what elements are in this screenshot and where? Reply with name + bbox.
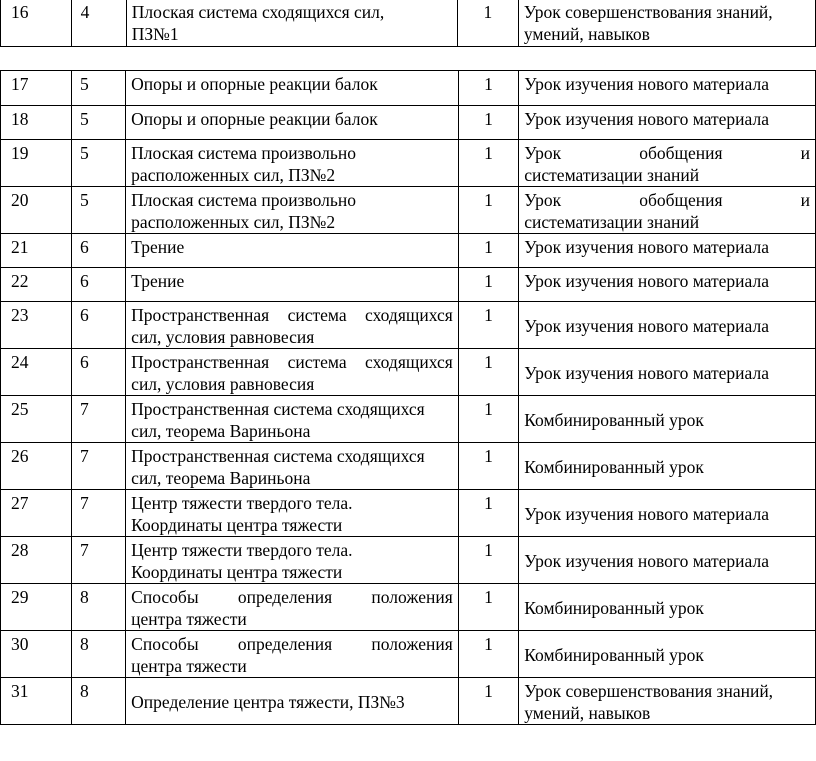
- lesson-type: [519, 443, 816, 490]
- lesson-table-main: [0, 70, 816, 725]
- topic-line: Плоская система сходящихся сил,: [131, 2, 385, 22]
- type-line: Урок изучения нового материала: [524, 271, 769, 291]
- lesson-topic: [126, 349, 459, 396]
- week-number: 5: [71, 140, 126, 187]
- week-number: 6: [71, 302, 126, 349]
- lesson-hours: 1: [458, 631, 518, 678]
- lesson-number: 21: [1, 234, 72, 268]
- table-row: [1, 106, 816, 140]
- week-number: 6: [71, 268, 126, 302]
- week-number: 6: [71, 349, 126, 396]
- topic-line: Опоры и опорные реакции балок: [131, 109, 378, 129]
- table-row: [1, 268, 816, 302]
- lesson-hours: 1: [457, 0, 518, 47]
- topic-line: Опоры и опорные реакции балок: [131, 74, 378, 94]
- lesson-topic: [126, 106, 459, 140]
- week-number: 7: [71, 537, 126, 584]
- type-line: Комбинированный урок: [524, 410, 704, 430]
- lesson-number: 27: [1, 490, 72, 537]
- lesson-type: [519, 631, 816, 678]
- lesson-hours: 1: [458, 187, 518, 234]
- topic-line: ПЗ№1: [131, 24, 179, 44]
- lesson-type: [519, 490, 816, 537]
- lesson-hours: 1: [458, 490, 518, 537]
- lesson-topic: [126, 537, 459, 584]
- lesson-topic: [126, 631, 459, 678]
- topic-line: Центр тяжести твердого тела.: [131, 540, 353, 560]
- type-line: Комбинированный урок: [524, 457, 704, 477]
- lesson-type: [519, 678, 816, 725]
- topic-line: Трение: [131, 271, 185, 291]
- lesson-hours: 1: [458, 302, 518, 349]
- table-row: [1, 0, 816, 47]
- lesson-type: [519, 302, 816, 349]
- topic-line: Плоская система произвольно: [131, 190, 356, 210]
- topic-line: сил, теорема Вариньона: [131, 421, 311, 441]
- table-row: [1, 349, 816, 396]
- lesson-hours: 1: [458, 537, 518, 584]
- topic-line: Плоская система произвольно: [131, 143, 356, 163]
- lesson-topic: [126, 678, 459, 725]
- type-line: Комбинированный урок: [524, 598, 704, 618]
- lesson-number: 30: [1, 631, 72, 678]
- lesson-type: [519, 396, 816, 443]
- lesson-hours: 1: [458, 234, 518, 268]
- table-row: [1, 396, 816, 443]
- lesson-number: 31: [1, 678, 72, 725]
- lesson-type: [519, 584, 816, 631]
- topic-line: Центр тяжести твердого тела.: [131, 493, 353, 513]
- lesson-topic: [126, 71, 459, 106]
- week-number: 8: [71, 631, 126, 678]
- type-line: систематизации знаний: [524, 212, 700, 232]
- lesson-topic: [126, 443, 459, 490]
- lesson-topic: [126, 0, 457, 47]
- table-row: [1, 678, 816, 725]
- lesson-topic: [126, 187, 459, 234]
- topic-line: Пространственная система сходящихся: [131, 305, 453, 325]
- lesson-topic: [126, 302, 459, 349]
- table-row: [1, 490, 816, 537]
- lesson-number: 23: [1, 302, 72, 349]
- type-line: умений, навыков: [523, 24, 650, 44]
- lesson-type: [519, 106, 816, 140]
- table-row: [1, 584, 816, 631]
- week-number: 5: [71, 71, 126, 106]
- week-number: 7: [71, 490, 126, 537]
- type-line: Урок совершенствования знаний,: [523, 2, 773, 22]
- lesson-table-top: [0, 0, 816, 47]
- topic-line: Пространственная система сходящихся: [131, 352, 453, 372]
- lesson-hours: 1: [458, 106, 518, 140]
- lesson-number: 24: [1, 349, 72, 396]
- lesson-hours: 1: [458, 268, 518, 302]
- table-row: [1, 537, 816, 584]
- lesson-type: [519, 71, 816, 106]
- lesson-number: 22: [1, 268, 72, 302]
- topic-line: Способы определения положения: [131, 587, 453, 607]
- table-row: [1, 187, 816, 234]
- lesson-number: 18: [1, 106, 72, 140]
- lesson-topic: [126, 396, 459, 443]
- type-line: Урок изучения нового материала: [524, 109, 769, 129]
- lesson-number: 17: [1, 71, 72, 106]
- lesson-number: 28: [1, 537, 72, 584]
- lesson-topic: [126, 490, 459, 537]
- topic-line: расположенных сил, ПЗ№2: [131, 165, 336, 185]
- lesson-type: [519, 349, 816, 396]
- topic-line: Трение: [131, 237, 185, 257]
- topic-line: сил, теорема Вариньона: [131, 468, 311, 488]
- table-row: [1, 71, 816, 106]
- table-row: [1, 443, 816, 490]
- lesson-type: [519, 187, 816, 234]
- type-line: Комбинированный урок: [524, 645, 704, 665]
- topic-line: расположенных сил, ПЗ№2: [131, 212, 336, 232]
- lesson-hours: 1: [458, 396, 518, 443]
- topic-line: центра тяжести: [131, 609, 247, 629]
- lesson-hours: 1: [458, 443, 518, 490]
- topic-line: сил, условия равновесия: [131, 374, 315, 394]
- topic-line: Определение центра тяжести, ПЗ№3: [131, 692, 405, 712]
- week-number: 4: [72, 0, 127, 47]
- lesson-topic: [126, 234, 459, 268]
- type-line: Урок изучения нового материала: [524, 316, 769, 336]
- week-number: 7: [71, 396, 126, 443]
- lesson-type: [519, 234, 816, 268]
- type-line: Урок обобщения и: [524, 143, 810, 163]
- table-row: [1, 234, 816, 268]
- week-number: 8: [71, 678, 126, 725]
- type-line: систематизации знаний: [524, 165, 700, 185]
- topic-line: Способы определения положения: [131, 634, 453, 654]
- table-row: [1, 302, 816, 349]
- lesson-type: [519, 140, 816, 187]
- lesson-type: [519, 537, 816, 584]
- week-number: 5: [71, 106, 126, 140]
- lesson-number: 26: [1, 443, 72, 490]
- lesson-topic: [126, 584, 459, 631]
- lesson-hours: 1: [458, 140, 518, 187]
- week-number: 6: [71, 234, 126, 268]
- topic-line: Пространственная система сходящихся: [131, 399, 425, 419]
- lesson-number: 29: [1, 584, 72, 631]
- lesson-number: 20: [1, 187, 72, 234]
- type-line: Урок изучения нового материала: [524, 74, 769, 94]
- topic-line: Пространственная система сходящихся: [131, 446, 425, 466]
- lesson-number: 16: [1, 0, 72, 47]
- lesson-hours: 1: [458, 584, 518, 631]
- topic-line: Координаты центра тяжести: [131, 515, 343, 535]
- lesson-hours: 1: [458, 71, 518, 106]
- table-row: [1, 631, 816, 678]
- topic-line: центра тяжести: [131, 656, 247, 676]
- type-line: Урок совершенствования знаний,: [524, 681, 774, 701]
- week-number: 8: [71, 584, 126, 631]
- lesson-topic: [126, 140, 459, 187]
- table-row: [1, 140, 816, 187]
- type-line: Урок изучения нового материала: [524, 237, 769, 257]
- type-line: Урок изучения нового материала: [524, 504, 769, 524]
- lesson-hours: 1: [458, 349, 518, 396]
- topic-line: сил, условия равновесия: [131, 327, 315, 347]
- lesson-type: [518, 0, 815, 47]
- week-number: 7: [71, 443, 126, 490]
- week-number: 5: [71, 187, 126, 234]
- type-line: Урок обобщения и: [524, 190, 810, 210]
- type-line: Урок изучения нового материала: [524, 551, 769, 571]
- lesson-hours: 1: [458, 678, 518, 725]
- topic-line: Координаты центра тяжести: [131, 562, 343, 582]
- lesson-topic: [126, 268, 459, 302]
- lesson-number: 19: [1, 140, 72, 187]
- lesson-type: [519, 268, 816, 302]
- lesson-number: 25: [1, 396, 72, 443]
- type-line: Урок изучения нового материала: [524, 363, 769, 383]
- type-line: умений, навыков: [524, 703, 651, 723]
